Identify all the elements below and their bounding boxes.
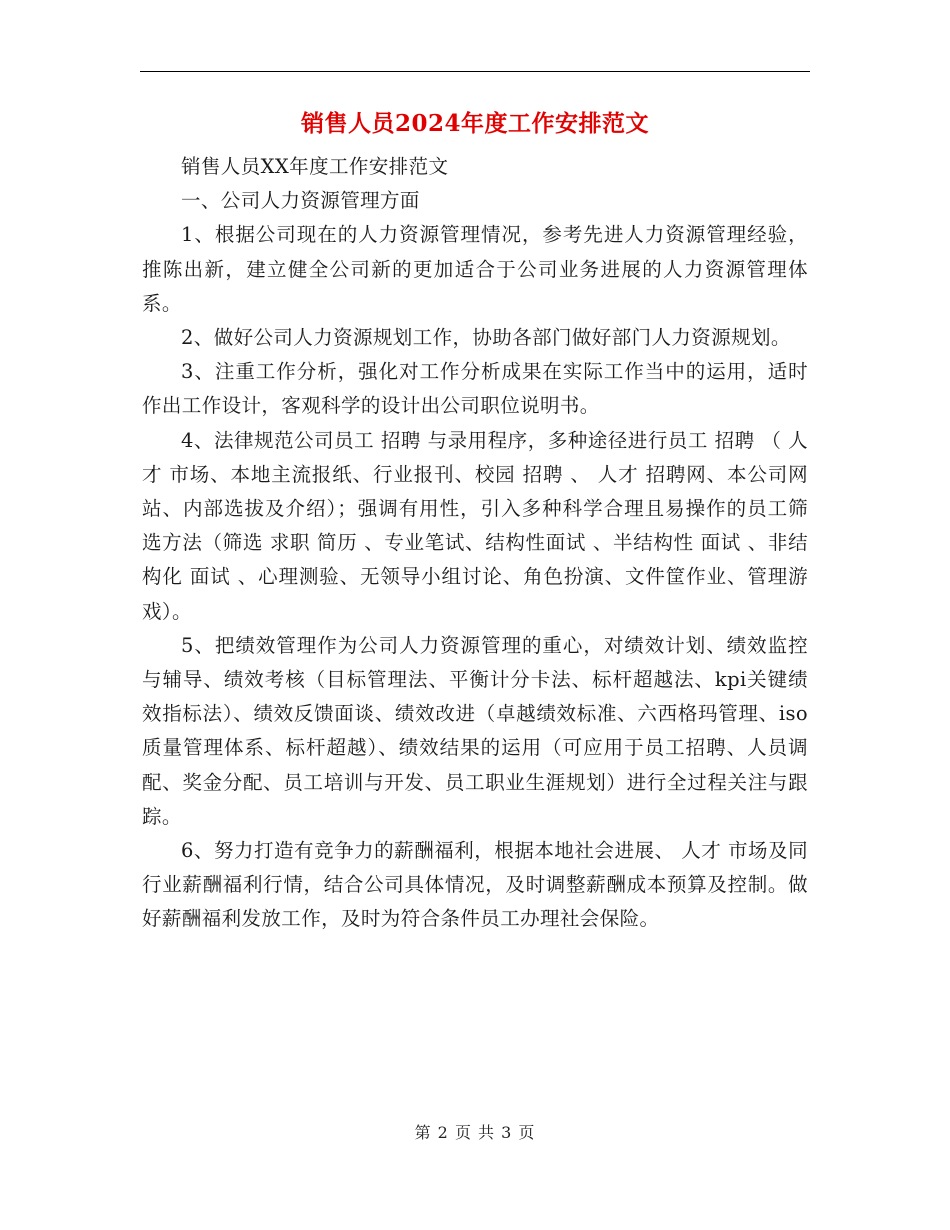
paragraph-subtitle: 销售人员XX年度工作安排范文 [181, 155, 449, 178]
paragraph-item-4: 4、法律规范公司员工 招聘 与录用程序，多种途径进行员工 招聘 （ 人才 市场、本地主流报纸、行业报刊、校园 招聘 、 人才 招聘网、本公司网站、内部选拔及介绍）；强调有用性，引入多种科学合理且易操作的员工筛选方法（筛选 求职 简历 、专业笔试、结构性面试 、半结构性 面试 、非结构化 面试 、心理测验、无领导小组讨论、角色扮演、文件筐作业、管理游戏）。 [142, 428, 808, 623]
header-rule [140, 71, 810, 72]
paragraph-item-5: 5、把绩效管理作为公司人力资源管理的重心，对绩效计划、绩效监控与辅导、绩效考核（目标管理法、平衡计分卡法、标杆超越法、kpi关键绩效指标法）、绩效反馈面谈、绩效改进（卓越绩效标准、六西格玛管理、iso质量管理体系、标杆超越）、绩效结果的运用（可应用于员工招聘、人员调配、奖金分配、员工培训与开发、员工职业生涯规划）进行全过程关注与跟踪。 [142, 633, 808, 828]
paragraph-item-6: 6、努力打造有竞争力的薪酬福利，根据本地社会进展、 人才 市场及同行业薪酬福利行情，结合公司具体情况，及时调整薪酬成本预算及控制。做好薪酬福利发放工作，及时为符合条件员工办理社会保险。 [142, 839, 808, 931]
document-body [142, 150, 808, 937]
page-number: 第 2 页 共 3 页 [414, 1123, 536, 1142]
paragraph-item-1: 1、根据公司现在的人力资源管理情况，参考先进人力资源管理经验，推陈出新，建立健全公司新的更加适合于公司业务进展的人力资源管理体系。 [142, 223, 808, 315]
paragraph-item-2: 2、做好公司人力资源规划工作，协助各部门做好部门人力资源规划。 [181, 326, 791, 350]
document-title: 销售人员2024年度工作安排范文 [300, 110, 649, 137]
paragraph-item-3: 3、注重工作分析，强化对工作分析成果在实际工作当中的运用，适时作出工作设计，客观科学的设计出公司职位说明书。 [142, 360, 808, 418]
paragraph-section-heading: 一、公司人力资源管理方面 [181, 189, 420, 213]
